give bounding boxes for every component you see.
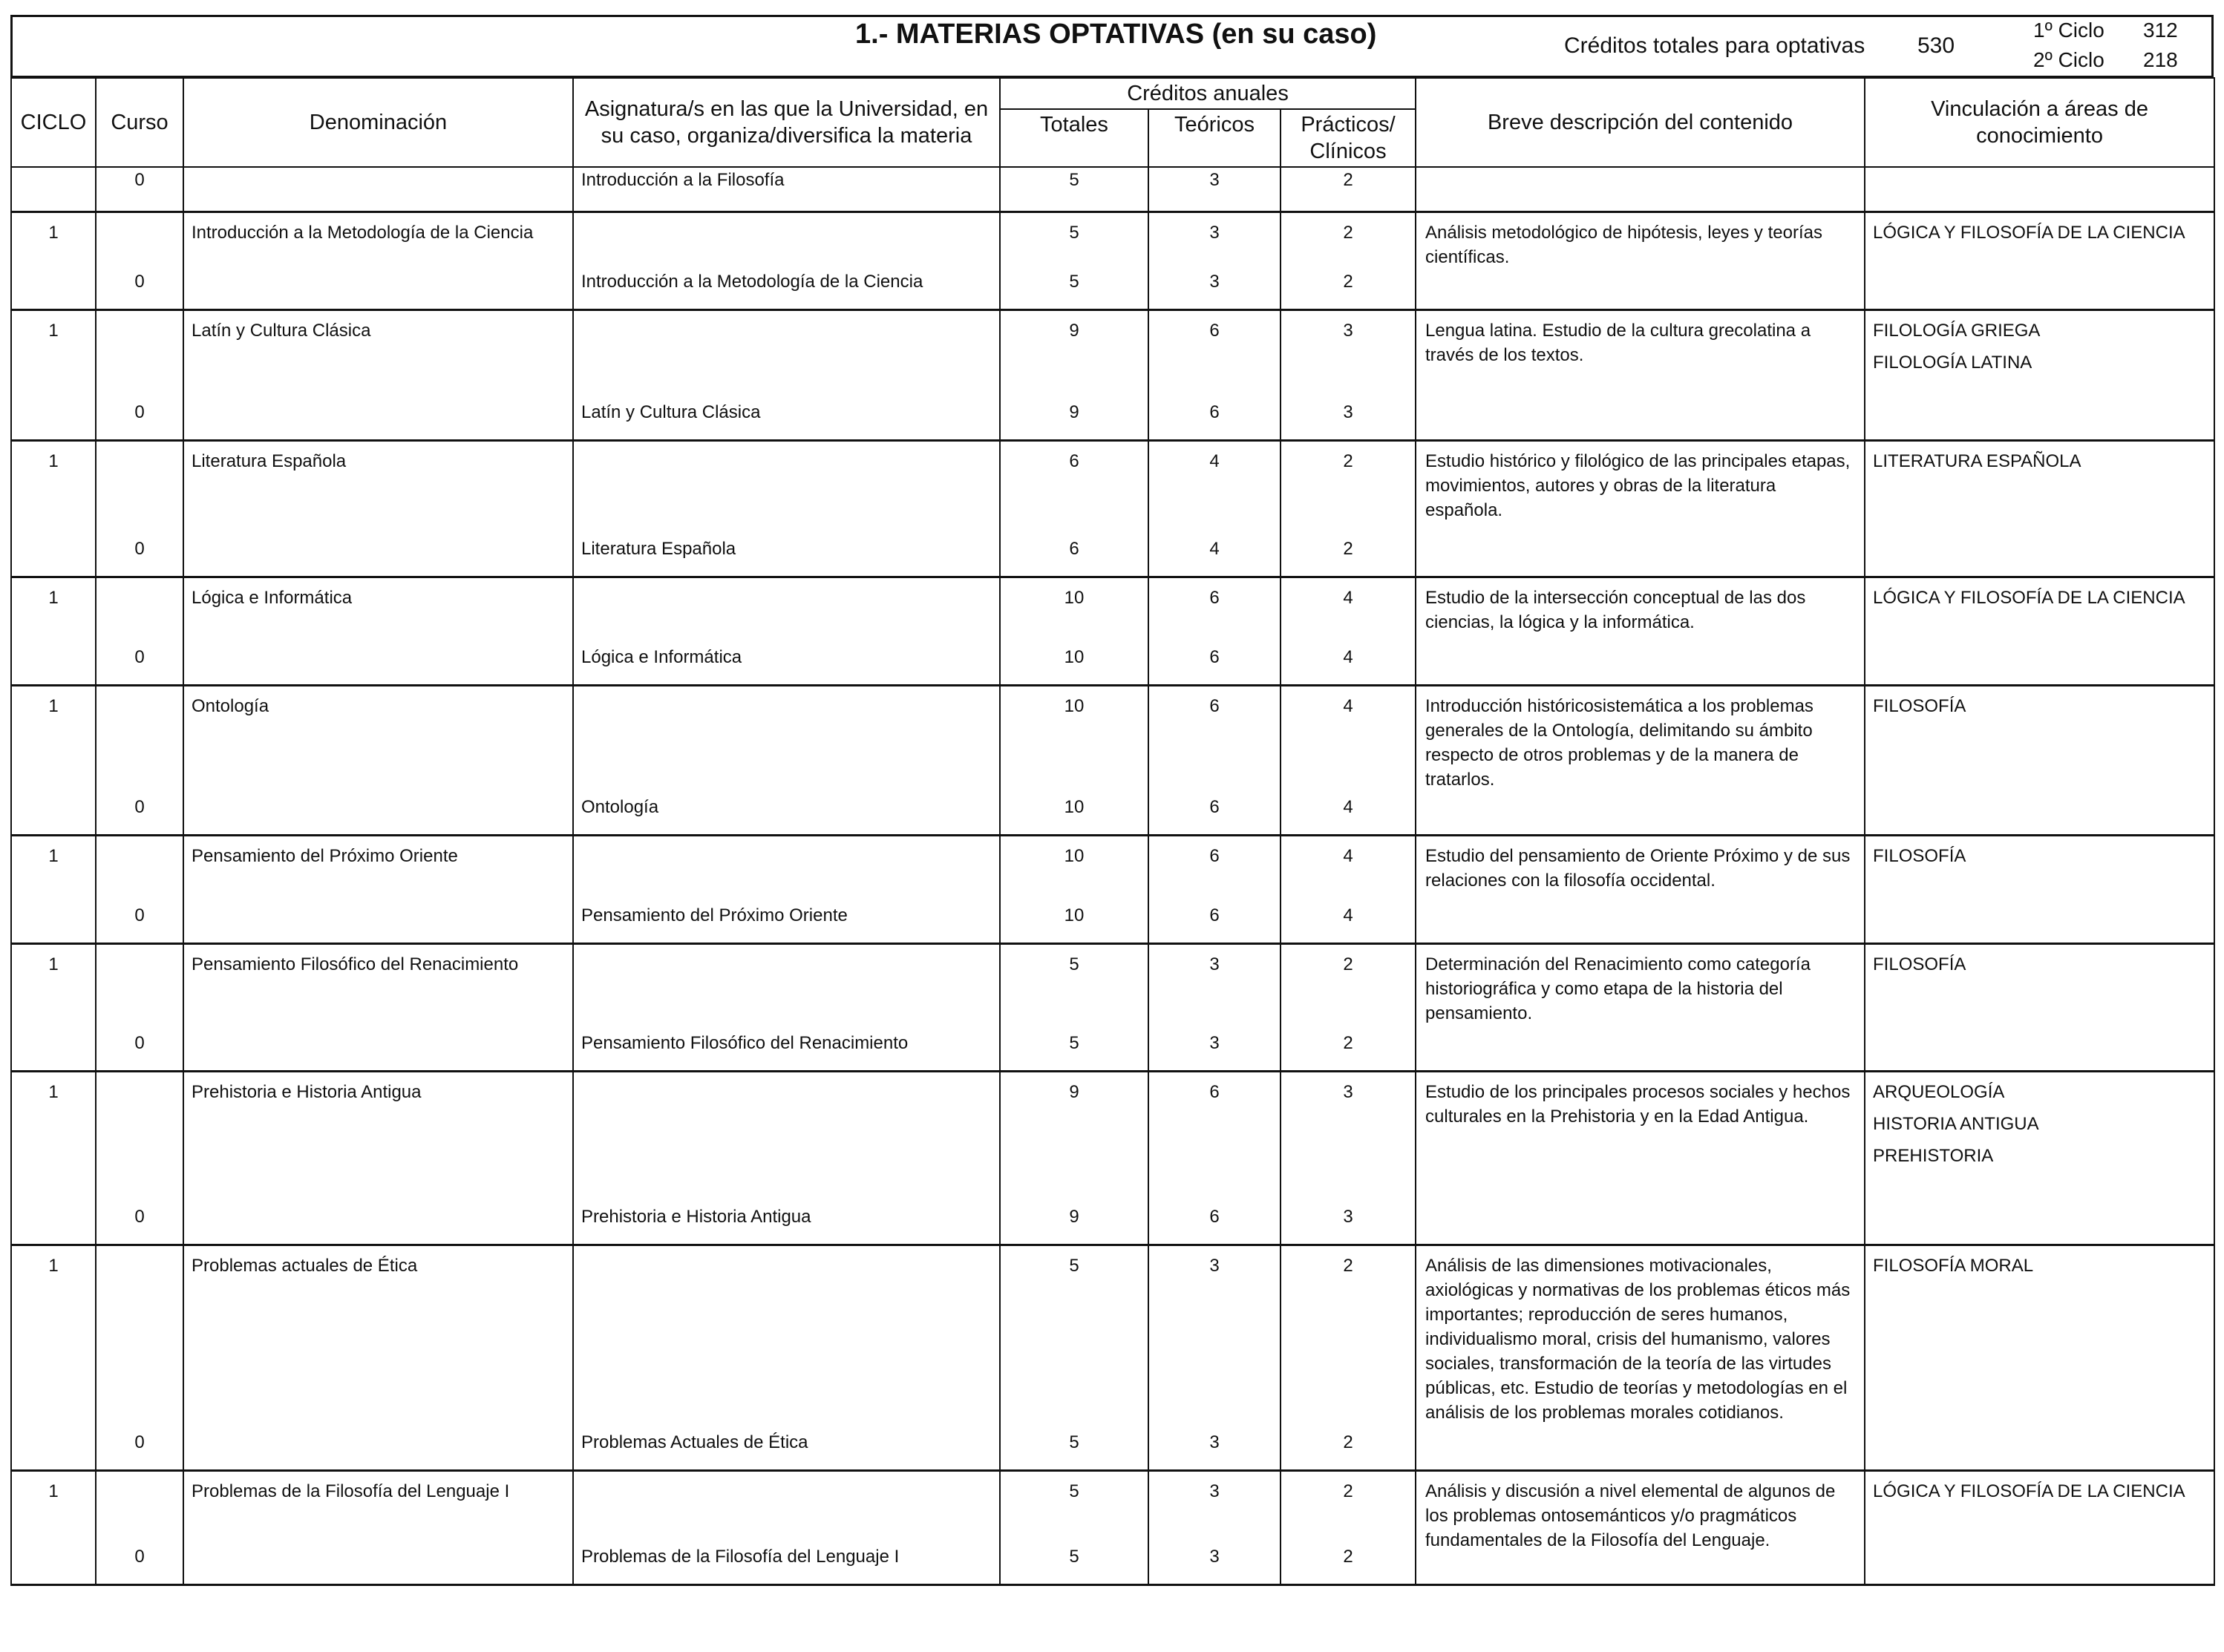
denominacion-cell (183, 1544, 573, 1584)
ciclo-cell (11, 400, 96, 440)
teoricos-cell: 6 (1148, 835, 1281, 903)
curso-cell (96, 212, 183, 269)
teoricos-cell: 6 (1148, 795, 1281, 835)
denominacion-cell (183, 795, 573, 835)
totales-cell: 9 (1000, 1071, 1148, 1204)
teoricos-cell: 4 (1148, 537, 1281, 577)
practicos-cell: 2 (1281, 943, 1416, 1031)
practicos-cell: 3 (1281, 1204, 1416, 1245)
totales-cell: 10 (1000, 903, 1148, 943)
ciclo-cell: 1 (11, 1071, 96, 1204)
area-item: LÓGICA Y FILOSOFÍA DE LA CIENCIA (1873, 1481, 2185, 1501)
ciclo-cell (11, 1430, 96, 1470)
vinculacion-cell (1865, 167, 2214, 212)
curso-cell: 0 (96, 795, 183, 835)
table-row (11, 167, 2214, 212)
practicos-cell: 4 (1281, 685, 1416, 795)
teoricos-cell: 3 (1148, 212, 1281, 269)
area-item: ARQUEOLOGÍA (1873, 1081, 2005, 1102)
practicos-cell: 2 (1281, 440, 1416, 537)
ciclo-cell: 1 (11, 577, 96, 645)
curso-cell: 0 (96, 269, 183, 309)
area-item: FILOSOFÍA MORAL (1873, 1255, 2034, 1276)
totales-cell: 5 (1000, 1470, 1148, 1544)
denominacion-cell: Latín y Cultura Clásica (183, 309, 573, 400)
practicos-cell: 2 (1281, 167, 1416, 212)
area-item: FILOSOFÍA (1873, 695, 1966, 716)
totales-cell: 10 (1000, 835, 1148, 903)
denominacion-cell: Pensamiento Filosófico del Renacimiento (183, 943, 573, 1031)
area-item: LÓGICA Y FILOSOFÍA DE LA CIENCIA (1873, 222, 2185, 243)
vinculacion-cell (1865, 1245, 2214, 1470)
curso-cell (96, 1071, 183, 1204)
ciclo-cell: 1 (11, 309, 96, 400)
teoricos-cell: 3 (1148, 1245, 1281, 1430)
asignatura-cell (573, 440, 1000, 537)
teoricos-cell: 6 (1148, 400, 1281, 440)
area-item: HISTORIA ANTIGUA (1873, 1113, 2039, 1134)
ciclo-cell: 1 (11, 1245, 96, 1430)
practicos-cell: 4 (1281, 577, 1416, 645)
table-row (11, 212, 2214, 269)
asignatura-cell: Lógica e Informática (573, 645, 1000, 685)
asignatura-cell (573, 1470, 1000, 1544)
ciclo2-value: 218 (2143, 48, 2178, 71)
denominacion-cell (183, 1204, 573, 1245)
practicos-cell: 2 (1281, 269, 1416, 309)
area-item: PREHISTORIA (1873, 1145, 1994, 1166)
descripcion-cell: Análisis de las dimensiones motivacionales, axiológicas y normativas de los problemas éticos más importantes; reproducción de seres humanos, individualismo moral, crisis del humanismo, valores sociales, transformación de la teoría de las virtudes públicas, etc. Estudio de teorías y metodologías en el análisis de los problemas morales cotidianos. (1416, 1245, 1865, 1470)
asignatura-cell: Literatura Española (573, 537, 1000, 577)
col-vinculacion: Vinculación a áreas de conocimiento (1865, 78, 2214, 167)
ciclo2-label: 2º Ciclo (2033, 48, 2104, 71)
totales-cell: 10 (1000, 685, 1148, 795)
table-row (11, 1470, 2214, 1544)
asignatura-cell (573, 1071, 1000, 1204)
credits-total: 530 (1917, 33, 1955, 58)
denominacion-cell (183, 400, 573, 440)
table-row (11, 943, 2214, 1031)
descripcion-cell: Introducción históricosistemática a los problemas generales de la Ontología, delimitando su ámbito respecto de otros problemas y de la manera de tratarlos. (1416, 685, 1865, 835)
asignatura-cell: Ontología (573, 795, 1000, 835)
area-item: LÓGICA Y FILOSOFÍA DE LA CIENCIA (1873, 587, 2185, 608)
curso-cell: 0 (96, 167, 183, 212)
denominacion-cell (183, 903, 573, 943)
title-bar (10, 15, 2214, 77)
teoricos-cell: 6 (1148, 1071, 1281, 1204)
asignatura-cell: Latín y Cultura Clásica (573, 400, 1000, 440)
totales-cell: 10 (1000, 795, 1148, 835)
ciclo-cell (11, 167, 96, 212)
teoricos-cell: 3 (1148, 167, 1281, 212)
ciclo-cell: 1 (11, 835, 96, 903)
practicos-cell: 2 (1281, 212, 1416, 269)
area-item: LITERATURA ESPAÑOLA (1873, 450, 2081, 471)
ciclo-cell (11, 795, 96, 835)
totales-cell: 5 (1000, 1430, 1148, 1470)
optativas-table (10, 77, 2215, 1586)
asignatura-cell: Prehistoria e Historia Antigua (573, 1204, 1000, 1245)
denominacion-cell (183, 269, 573, 309)
denominacion-cell: Ontología (183, 685, 573, 795)
curso-cell: 0 (96, 1031, 183, 1071)
totales-cell: 9 (1000, 1204, 1148, 1245)
teoricos-cell: 6 (1148, 685, 1281, 795)
col-totales: Totales (1000, 109, 1148, 167)
ciclo-cell (11, 269, 96, 309)
practicos-cell: 3 (1281, 1071, 1416, 1204)
teoricos-cell: 4 (1148, 440, 1281, 537)
denominacion-cell: Literatura Española (183, 440, 573, 537)
teoricos-cell: 3 (1148, 1031, 1281, 1071)
teoricos-cell: 6 (1148, 1204, 1281, 1245)
totales-cell: 5 (1000, 1245, 1148, 1430)
totales-cell: 5 (1000, 167, 1148, 212)
practicos-cell: 2 (1281, 1544, 1416, 1584)
col-descripcion: Breve descripción del contenido (1416, 78, 1865, 167)
vinculacion-cell (1865, 685, 2214, 835)
totales-cell: 5 (1000, 212, 1148, 269)
ciclo-cell: 1 (11, 943, 96, 1031)
area-item: FILOSOFÍA (1873, 954, 1966, 974)
ciclo-cell (11, 537, 96, 577)
table-row (11, 1071, 2214, 1204)
ciclo-cell: 1 (11, 212, 96, 269)
denominacion-cell: Lógica e Informática (183, 577, 573, 645)
asignatura-cell: Pensamiento del Próximo Oriente (573, 903, 1000, 943)
vinculacion-cell (1865, 212, 2214, 309)
curso-cell (96, 943, 183, 1031)
curso-cell (96, 685, 183, 795)
asignatura-cell: Pensamiento Filosófico del Renacimiento (573, 1031, 1000, 1071)
denominacion-cell: Problemas actuales de Ética (183, 1245, 573, 1430)
denominacion-cell (183, 1031, 573, 1071)
vinculacion-cell (1865, 943, 2214, 1071)
curso-cell (96, 1245, 183, 1430)
curso-cell: 0 (96, 537, 183, 577)
ciclo1-value: 312 (2143, 19, 2178, 42)
ciclo-cell: 1 (11, 1470, 96, 1544)
teoricos-cell: 3 (1148, 1470, 1281, 1544)
area-item: FILOLOGÍA GRIEGA (1873, 320, 2041, 341)
totales-cell: 5 (1000, 943, 1148, 1031)
descripcion-cell (1416, 167, 1865, 212)
col-practicos: Prácticos/ Clínicos (1281, 109, 1416, 167)
curso-cell: 0 (96, 645, 183, 685)
practicos-cell: 4 (1281, 835, 1416, 903)
asignatura-cell (573, 577, 1000, 645)
teoricos-cell: 6 (1148, 903, 1281, 943)
curso-cell (96, 1470, 183, 1544)
curso-cell: 0 (96, 1430, 183, 1470)
teoricos-cell: 3 (1148, 269, 1281, 309)
descripcion-cell: Análisis metodológico de hipótesis, leyes y teorías científicas. (1416, 212, 1865, 309)
descripcion-cell: Estudio de la intersección conceptual de las dos ciencias, la lógica y la informática. (1416, 577, 1865, 685)
asignatura-cell (573, 1245, 1000, 1430)
curso-cell: 0 (96, 1204, 183, 1245)
descripcion-cell: Lengua latina. Estudio de la cultura grecolatina a través de los textos. (1416, 309, 1865, 440)
asignatura-cell (573, 685, 1000, 795)
table-row (11, 577, 2214, 645)
practicos-cell: 2 (1281, 537, 1416, 577)
vinculacion-cell (1865, 309, 2214, 440)
ciclo-cell (11, 1204, 96, 1245)
denominacion-cell: Pensamiento del Próximo Oriente (183, 835, 573, 903)
totales-cell: 10 (1000, 645, 1148, 685)
ciclo-cell: 1 (11, 440, 96, 537)
document-page (10, 15, 2215, 1644)
area-item: FILOLOGÍA LATINA (1873, 352, 2032, 373)
curso-cell (96, 309, 183, 400)
vinculacion-cell (1865, 1470, 2214, 1584)
totales-cell: 10 (1000, 577, 1148, 645)
teoricos-cell: 3 (1148, 1544, 1281, 1584)
teoricos-cell: 3 (1148, 1430, 1281, 1470)
denominacion-cell: Prehistoria e Historia Antigua (183, 1071, 573, 1204)
curso-cell (96, 577, 183, 645)
vinculacion-cell (1865, 835, 2214, 943)
credits-label: Créditos totales para optativas (1564, 33, 1865, 58)
vinculacion-cell (1865, 1071, 2214, 1245)
col-curso: Curso (96, 78, 183, 167)
denominacion-cell: Problemas de la Filosofía del Lenguaje I (183, 1470, 573, 1544)
practicos-cell: 4 (1281, 795, 1416, 835)
descripcion-cell: Análisis y discusión a nivel elemental de algunos de los problemas ontosemánticos y/o pragmáticos fundamentales de la Filosofía del Lenguaje. (1416, 1470, 1865, 1584)
ciclo-cell: 1 (11, 685, 96, 795)
vinculacion-cell (1865, 440, 2214, 577)
practicos-cell: 2 (1281, 1430, 1416, 1470)
vinculacion-cell (1865, 577, 2214, 685)
curso-cell (96, 440, 183, 537)
area-item: FILOSOFÍA (1873, 845, 1966, 866)
asignatura-cell: Problemas de la Filosofía del Lenguaje I (573, 1544, 1000, 1584)
ciclo-cell (11, 903, 96, 943)
asignatura-cell: Introducción a la Filosofía (573, 167, 1000, 212)
denominacion-cell (183, 167, 573, 212)
descripcion-cell: Estudio del pensamiento de Oriente Próximo y de sus relaciones con la filosofía occidental. (1416, 835, 1865, 943)
curso-cell: 0 (96, 400, 183, 440)
descripcion-cell: Determinación del Renacimiento como categoría historiográfica y como etapa de la historia del pensamiento. (1416, 943, 1865, 1071)
totales-cell: 9 (1000, 400, 1148, 440)
ciclo-cell (11, 1544, 96, 1584)
asignatura-cell: Problemas Actuales de Ética (573, 1430, 1000, 1470)
curso-cell: 0 (96, 903, 183, 943)
practicos-cell: 4 (1281, 903, 1416, 943)
totales-cell: 9 (1000, 309, 1148, 400)
descripcion-cell: Estudio de los principales procesos sociales y hechos culturales en la Prehistoria y en la Edad Antigua. (1416, 1071, 1865, 1245)
col-creditos-anuales: Créditos anuales (1000, 78, 1416, 109)
teoricos-cell: 6 (1148, 645, 1281, 685)
teoricos-cell: 6 (1148, 309, 1281, 400)
asignatura-cell (573, 309, 1000, 400)
teoricos-cell: 6 (1148, 577, 1281, 645)
table-row (11, 1245, 2214, 1430)
totales-cell: 6 (1000, 537, 1148, 577)
table-row (11, 685, 2214, 795)
table-row (11, 440, 2214, 537)
totales-cell: 6 (1000, 440, 1148, 537)
practicos-cell: 2 (1281, 1245, 1416, 1430)
table-row (11, 835, 2214, 903)
asignatura-cell (573, 835, 1000, 903)
asignatura-cell (573, 212, 1000, 269)
practicos-cell: 3 (1281, 400, 1416, 440)
table-row (11, 309, 2214, 400)
curso-cell (96, 835, 183, 903)
col-teoricos: Teóricos (1148, 109, 1281, 167)
practicos-cell: 2 (1281, 1470, 1416, 1544)
table-body (11, 167, 2214, 1584)
descripcion-cell: Estudio histórico y filológico de las principales etapas, movimientos, autores y obras de la literatura española. (1416, 440, 1865, 577)
col-ciclo: CICLO (11, 78, 96, 167)
totales-cell: 5 (1000, 269, 1148, 309)
asignatura-cell (573, 943, 1000, 1031)
page-title: 1.- MATERIAS OPTATIVAS (en su caso) (855, 19, 1377, 50)
totales-cell: 5 (1000, 1544, 1148, 1584)
denominacion-cell (183, 645, 573, 685)
col-asignaturas: Asignatura/s en las que la Universidad, en su caso, organiza/diversifica la materia (573, 78, 1000, 167)
practicos-cell: 4 (1281, 645, 1416, 685)
curso-cell: 0 (96, 1544, 183, 1584)
denominacion-cell (183, 1430, 573, 1470)
ciclo-cell (11, 1031, 96, 1071)
denominacion-cell: Introducción a la Metodología de la Ciencia (183, 212, 573, 269)
col-denominacion: Denominación (183, 78, 573, 167)
denominacion-cell (183, 537, 573, 577)
teoricos-cell: 3 (1148, 943, 1281, 1031)
practicos-cell: 2 (1281, 1031, 1416, 1071)
totales-cell: 5 (1000, 1031, 1148, 1071)
ciclo-cell (11, 645, 96, 685)
asignatura-cell: Introducción a la Metodología de la Ciencia (573, 269, 1000, 309)
practicos-cell: 3 (1281, 309, 1416, 400)
ciclo1-label: 1º Ciclo (2033, 19, 2104, 42)
